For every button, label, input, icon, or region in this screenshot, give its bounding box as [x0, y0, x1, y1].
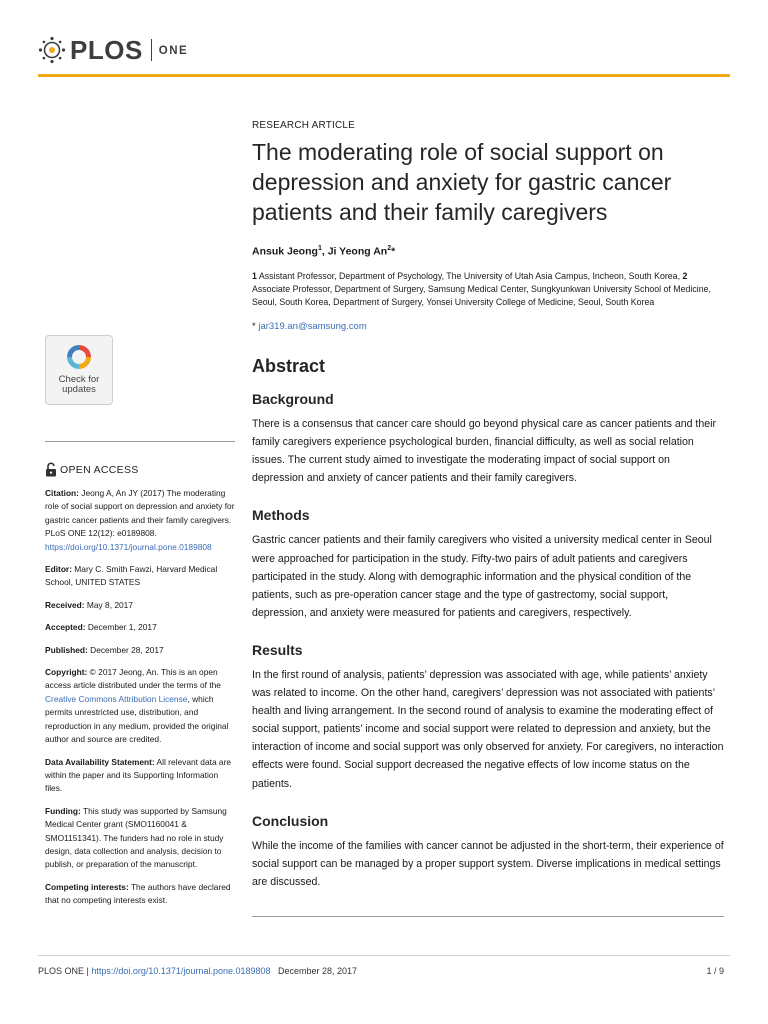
meta-label: Accepted: [45, 622, 86, 633]
author-list [252, 245, 724, 258]
logo-separator [151, 39, 152, 61]
license-link[interactable]: Creative Commons Attribution License [45, 693, 188, 704]
meta-label: Published: [45, 644, 88, 655]
meta-value: December 28, 2017 [87, 644, 164, 655]
meta-value: This study was supported by Samsung Medical Center grant (SMO1160041 & SMO1151341). The funders had no role in study design, data collection and analysis, decision to publish, or preparation of the manuscript. [45, 805, 227, 870]
abstract-end-rule [252, 916, 724, 917]
meta-value: All relevant data are within the paper and its Supporting Information files. [45, 756, 232, 794]
footer-doi-link[interactable]: https://doi.org/10.1371/journal.pone.0189808 [91, 966, 271, 976]
affiliations [252, 270, 724, 310]
author-affil-mark: 2 [387, 245, 392, 252]
data-availability-block [45, 756, 237, 796]
page-number: 1 / 9 [706, 966, 724, 976]
meta-label: Competing interests: [45, 881, 129, 892]
open-access-label: OPEN ACCESS [60, 463, 139, 476]
article-type: RESEARCH ARTICLE [252, 120, 356, 131]
section-text: There is a consensus that cancer care should go beyond physical care as cancer patients and their family caregivers experience psychological burden, financial difficulty, as well as social relation issues. The current study aimed to investigate the moderating impact of social support on depression and anxiety of cancer patients and their family caregivers. [252, 418, 717, 485]
email-mark: * [252, 321, 259, 333]
email-link[interactable]: jar319.an@samsung.com [258, 321, 367, 333]
crossmark-icon [64, 342, 94, 372]
competing-interests-block [45, 881, 237, 908]
corresponding-mark: * [391, 245, 396, 258]
article-title: The moderating role of social support on depression and anxiety for gastric cancer patients and their family caregivers [252, 139, 672, 225]
corresponding-email [252, 321, 724, 332]
section-heading: Conclusion [252, 812, 329, 829]
footer-rule [38, 955, 730, 956]
affil-text: Assistant Professor, Department of Psychology, The University of Utah Asia Campus, Incheon, South Korea, [256, 270, 683, 281]
check-updates-label [59, 375, 100, 395]
meta-label: Editor: [45, 564, 72, 575]
section-text: Gastric cancer patients and their family caregivers who visited a university medical center in Seoul were approached for participation in the study. Fifty-two pairs of adult patients and caregivers participated in the study. Along with demographic information and the physical condition of the patients, such as pre-operation cancer stage and the type of gastrectomy, social support, depression, and anxiety were measured for patients and caregivers, respectively. [252, 534, 712, 619]
meta-label: Copyright: [45, 667, 88, 678]
meta-value: December 1, 2017 [85, 622, 157, 633]
meta-value: Jeong A, An JY (2017) The moderating role of social support on depression and anxiety for gastric cancer patients and their family caregivers. PLoS ONE 12(12): e0189808. [45, 488, 235, 539]
logo-text: PLOS [70, 34, 143, 65]
journal-header [38, 30, 188, 70]
author-affil-mark: 1 [317, 245, 322, 252]
section-text: While the income of the families with cancer cannot be adjusted in the short-term, their experience of social support can be managed by a proper support system. Diverse implications in medical settings are discussed. [252, 839, 724, 888]
check-for-updates-button[interactable] [45, 335, 113, 405]
section-text: In the first round of analysis, patients’ depression was associated with age, while patients’ anxiety was related to income. On the other hand, caregivers’ depression was not associated with patients’ health and living arrangement. In the second round of analysis to examine the moderating effect of social support, patients’ income and social support were related to depression and anxiety, but the interaction of income and social support was only observed for anxiety. For caregivers, no interaction effects were found. Social support decreased the negative effects of low income status on the patients. [252, 668, 724, 790]
footer-date: December 28, 2017 [270, 966, 358, 976]
editor-block [45, 563, 237, 590]
section-heading: Methods [252, 507, 310, 524]
meta-value: © 2017 Jeong, An. This is an open access article distributed under the terms of the [45, 667, 221, 691]
accepted-block [45, 621, 237, 634]
sidebar-rule [45, 441, 235, 442]
meta-value: May 8, 2017 [84, 599, 133, 610]
abstract-heading: Abstract [252, 356, 326, 377]
citation-doi-link[interactable]: https://doi.org/10.1371/journal.pone.0189808 [45, 541, 212, 552]
section-heading: Results [252, 641, 303, 658]
meta-value: The authors have declared that no competing interests exist. [45, 881, 231, 906]
meta-label: Citation: [45, 488, 79, 498]
citation-block [45, 487, 237, 554]
author-name[interactable]: Ji Yeong An [327, 245, 388, 258]
open-lock-icon [45, 462, 57, 477]
check-updates-line: Check for [58, 374, 100, 385]
author-name[interactable]: Ansuk Jeong [252, 245, 318, 258]
meta-label: Data Availability Statement: [45, 756, 155, 767]
funding-block [45, 805, 237, 872]
affil-number: 1 [252, 270, 257, 281]
main-column [252, 118, 724, 891]
affil-text: Associate Professor, Department of Surgery, Samsung Medical Center, Sungkyunkwan University School of Medicine, Seoul, South Korea, Department of Surgery, Yonsei University College of Medicine, Seoul, South Korea [252, 283, 711, 307]
page-footer [38, 966, 724, 976]
article-metadata [45, 487, 237, 917]
check-updates-line: updates [62, 384, 96, 395]
open-access-badge [45, 462, 139, 477]
logo-subtitle: ONE [158, 45, 189, 57]
received-block [45, 599, 237, 612]
meta-value: Mary C. Smith Fawzi, Harvard Medical School, UNITED STATES [45, 564, 218, 588]
header-rule [38, 74, 730, 77]
plos-logo-icon [38, 36, 66, 64]
meta-value: , which permits unrestricted use, distribution, and reproduction in any medium, provided the original author and source are credited. [45, 693, 229, 745]
footer-journal: PLOS ONE | [38, 966, 92, 976]
section-heading: Background [252, 391, 334, 408]
meta-label: Received: [45, 599, 85, 610]
published-block [45, 644, 237, 657]
footer-citation [38, 966, 357, 976]
author-separator: , [321, 245, 328, 258]
meta-label: Funding: [45, 805, 81, 816]
copyright-block [45, 666, 237, 746]
affil-number: 2 [682, 270, 688, 281]
